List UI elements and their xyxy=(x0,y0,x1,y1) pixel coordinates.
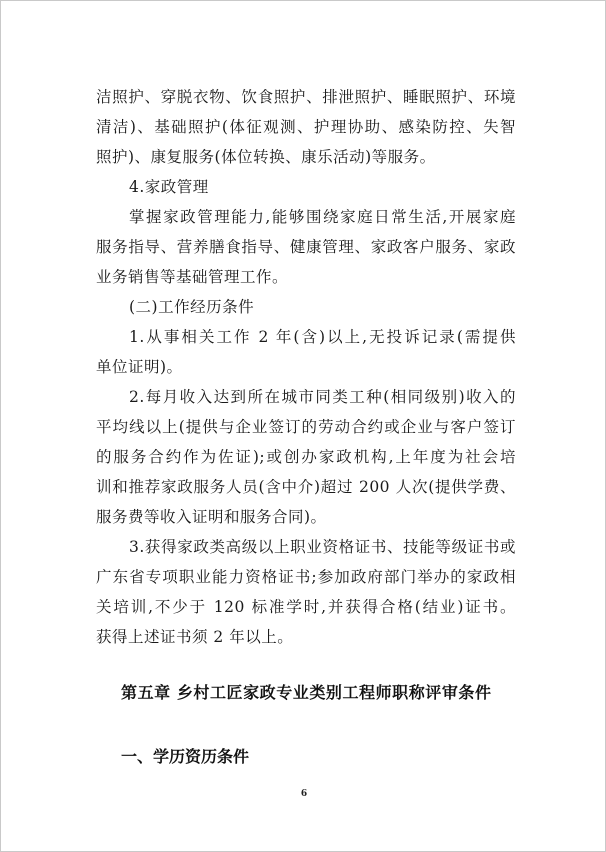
body-line: 广东省专项职业能力资格证书;参加政府部门举办的家政相 xyxy=(96,568,516,586)
chapter-heading: 第五章 乡村工匠家政专业类别工程师职称评审条件 xyxy=(121,683,491,702)
body-line: 的服务合约作为佐证);或创办家政机构,上年度为社会培 xyxy=(96,448,516,466)
page-number: 6 xyxy=(300,789,308,799)
body-line: 1.从事相关工作 2 年(含)以上,无投诉记录(需提供 xyxy=(129,328,516,346)
body-line: 服务指导、营养膳食指导、健康管理、家政客户服务、家政 xyxy=(96,238,516,256)
body-line: 清洁)、基础照护(体征观测、护理协助、感染防控、失智 xyxy=(96,118,516,136)
body-line: 3.获得家政类高级以上职业资格证书、技能等级证书或 xyxy=(129,538,516,556)
body-line: 4.家政管理 xyxy=(129,178,209,196)
body-line: 平均线以上(提供与企业签订的劳动合约或企业与客户签订 xyxy=(96,418,516,436)
body-line: 掌握家政管理能力,能够围绕家庭日常生活,开展家庭 xyxy=(129,208,516,226)
body-line: 单位证明)。 xyxy=(96,358,183,376)
body-line: 2.每月收入达到所在城市同类工种(相同级别)收入的 xyxy=(129,388,516,406)
body-line: 洁照护、穿脱衣物、饮食照护、排泄照护、睡眠照护、环境 xyxy=(96,88,516,106)
body-line: 服务费等收入证明和服务合同)。 xyxy=(96,508,327,526)
body-line: 关培训,不少于 120 标准学时,并获得合格(结业)证书。 xyxy=(96,598,516,616)
subsection-heading: (二)工作经历条件 xyxy=(129,298,255,316)
section-heading: 一、学历资历条件 xyxy=(121,747,250,766)
body-line: 训和推荐家政服务人员(含中介)超过 200 人次(提供学费、 xyxy=(96,478,516,496)
body-line: 获得上述证书须 2 年以上。 xyxy=(96,628,294,646)
body-line: 照护)、康复服务(体位转换、康乐活动)等服务。 xyxy=(96,148,436,166)
body-line: 业务销售等基础管理工作。 xyxy=(96,268,289,286)
